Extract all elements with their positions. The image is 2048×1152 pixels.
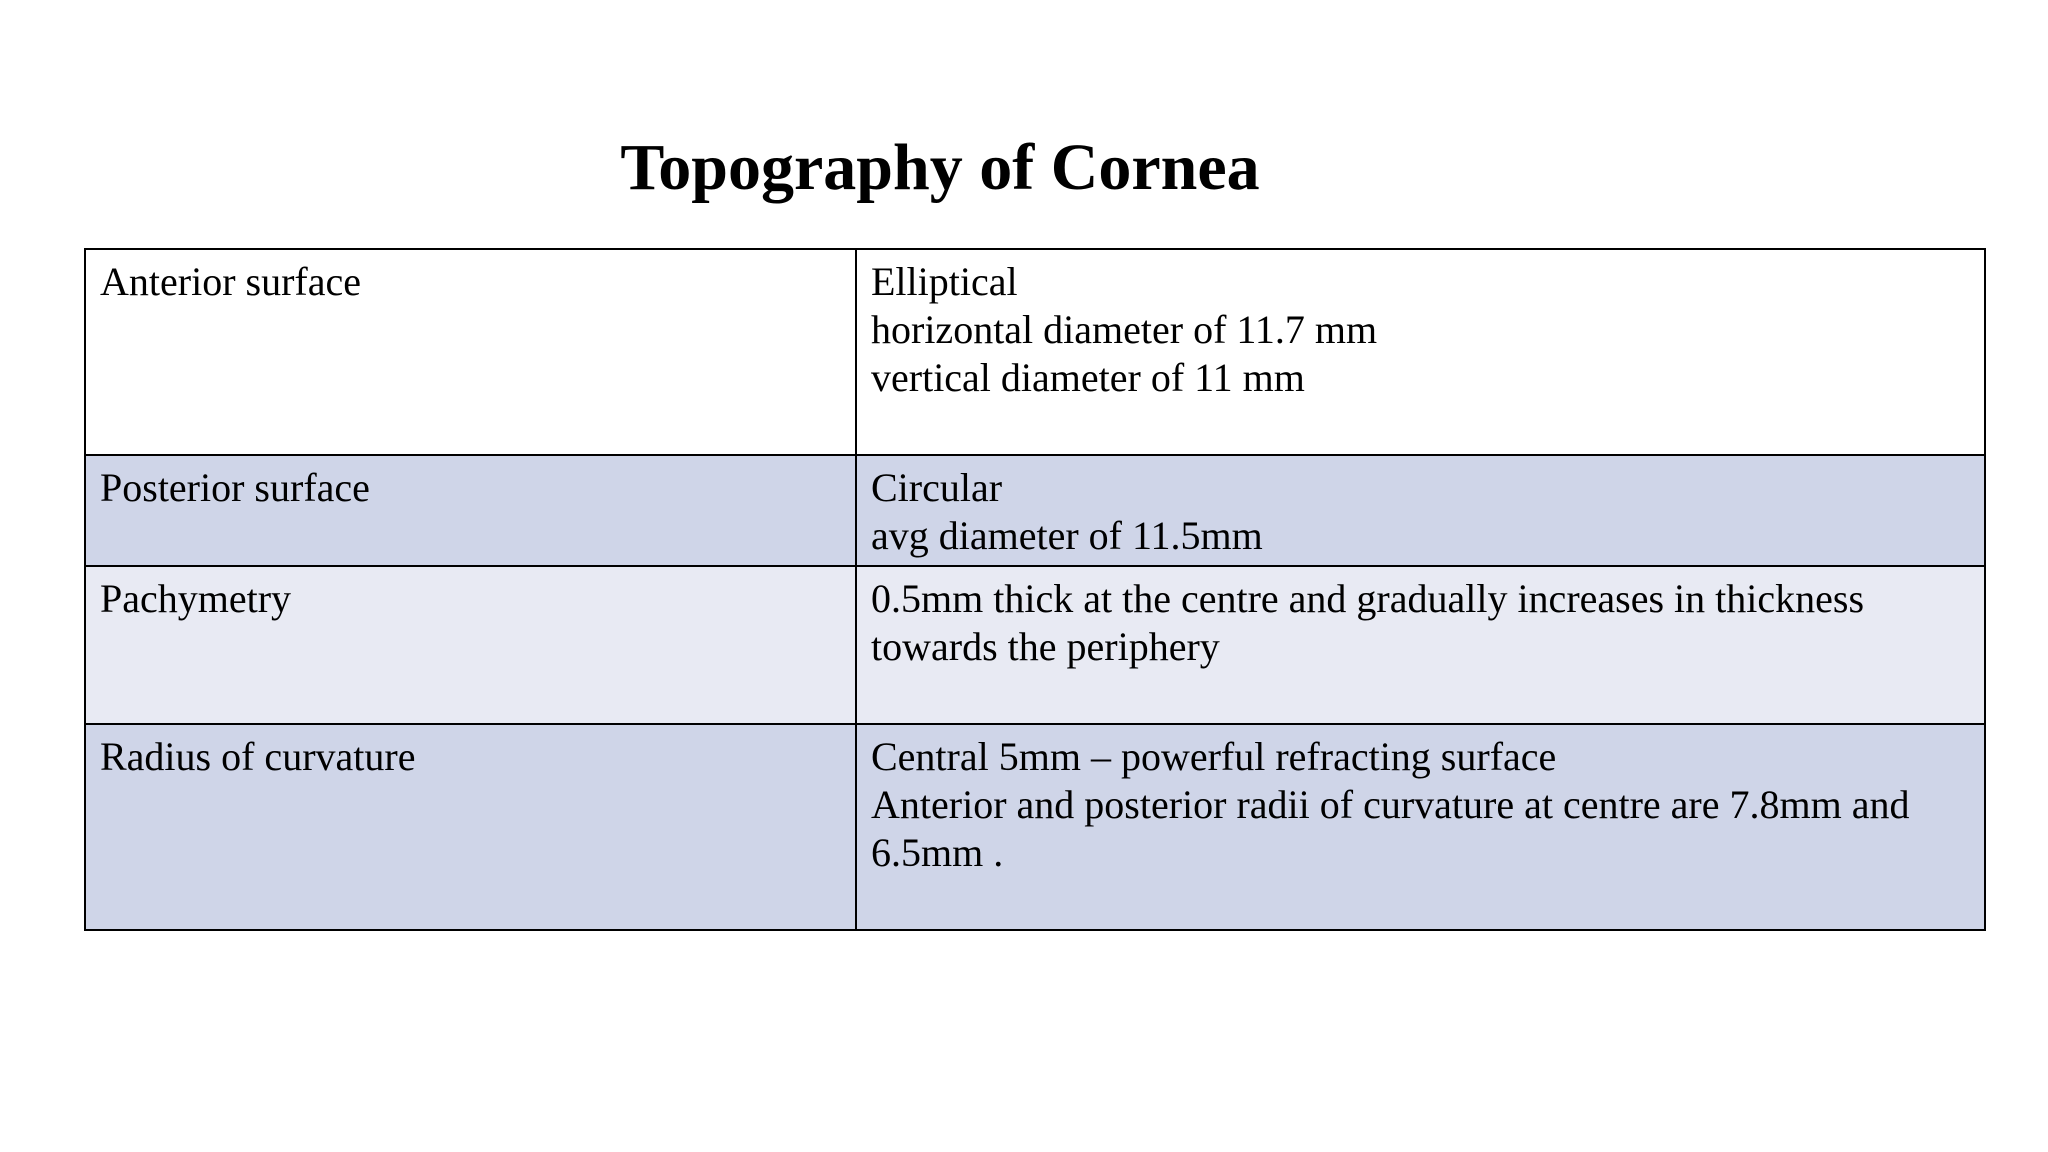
description-line: Central 5mm – powerful refracting surface (871, 734, 1557, 779)
table-row-posterior-surface (85, 455, 1985, 566)
row-label: Anterior surface (85, 249, 856, 455)
description-line: Circular (871, 465, 1003, 510)
description-line: vertical diameter of 11 mm (871, 355, 1305, 400)
description-line: horizontal diameter of 11.7 mm (871, 307, 1378, 352)
description-line: Elliptical (871, 259, 1018, 304)
description-line: 0.5mm thick at the centre and gradually increases in thickness towards the periphery (871, 576, 1875, 669)
row-description (856, 724, 1985, 930)
description-line: Anterior and posterior radii of curvature at centre are 7.8mm and 6.5mm . (871, 782, 1920, 875)
description-line: avg diameter of 11.5mm (871, 513, 1263, 558)
slide-title: Topography of Cornea (620, 131, 1260, 204)
row-label: Pachymetry (85, 566, 856, 724)
row-description (856, 566, 1985, 724)
row-description (856, 249, 1985, 455)
table-row-anterior-surface (85, 249, 1985, 455)
cornea-topography-table (84, 248, 1986, 931)
row-label: Radius of curvature (85, 724, 856, 930)
table-row-radius-of-curvature (85, 724, 1985, 930)
table-row-pachymetry (85, 566, 1985, 724)
row-description (856, 455, 1985, 566)
row-label: Posterior surface (85, 455, 856, 566)
